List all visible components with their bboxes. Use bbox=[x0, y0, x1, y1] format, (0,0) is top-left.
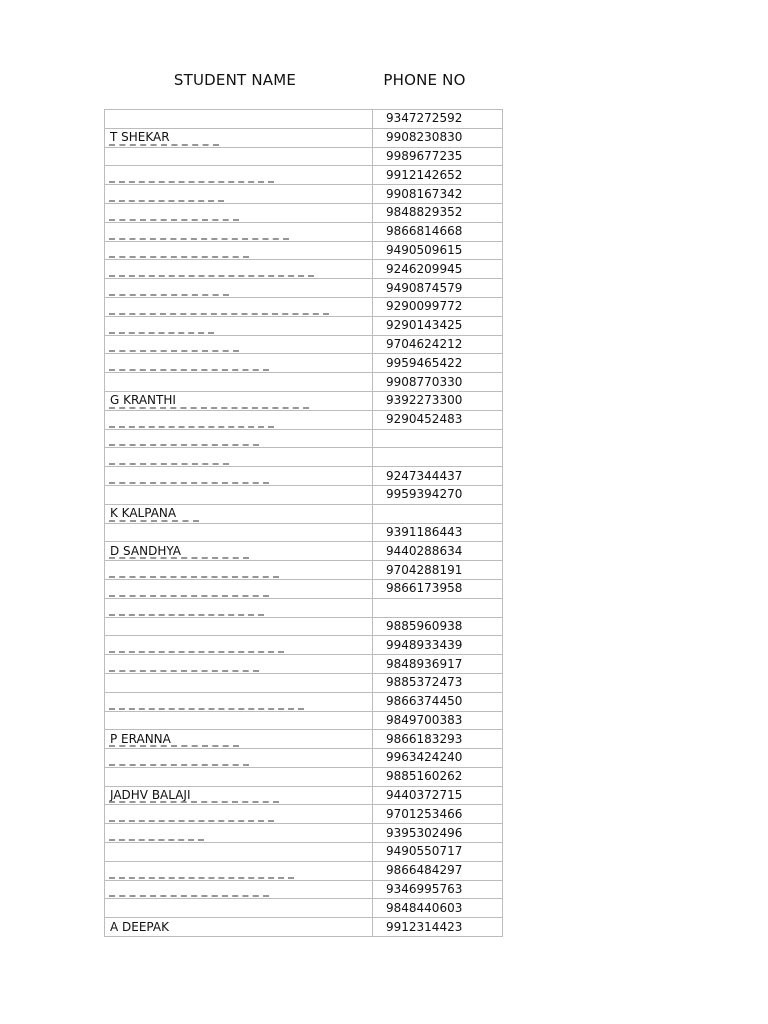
phone-no-cell bbox=[373, 241, 503, 260]
clipped-text-trace bbox=[109, 744, 239, 747]
clipped-text-trace bbox=[109, 707, 304, 710]
phone-no-cell bbox=[373, 861, 503, 880]
student-name-cell bbox=[105, 692, 373, 711]
table-row bbox=[105, 861, 503, 880]
phone-no-cell bbox=[373, 260, 503, 279]
student-phone-table bbox=[104, 109, 503, 937]
table-row bbox=[105, 448, 503, 467]
phone-no: 9391186443 bbox=[386, 524, 463, 539]
student-name-cell bbox=[105, 297, 373, 316]
phone-no: 9866814668 bbox=[386, 224, 463, 239]
student-name: JADHV BALAJI bbox=[110, 788, 191, 803]
table-row bbox=[105, 824, 503, 843]
student-name-cell bbox=[105, 843, 373, 862]
clipped-text-trace bbox=[109, 143, 219, 146]
phone-no: 9395302496 bbox=[386, 825, 463, 840]
table-row bbox=[105, 598, 503, 617]
student-name-cell bbox=[105, 147, 373, 166]
table-row bbox=[105, 222, 503, 241]
table-row bbox=[105, 636, 503, 655]
phone-no: 9848936917 bbox=[386, 656, 463, 671]
student-name-cell bbox=[105, 110, 373, 129]
table-row bbox=[105, 467, 503, 486]
table-row bbox=[105, 147, 503, 166]
phone-no: 9908167342 bbox=[386, 186, 463, 201]
clipped-text-trace bbox=[109, 519, 199, 522]
student-name-cell bbox=[105, 467, 373, 486]
phone-no: 9866374450 bbox=[386, 694, 463, 709]
phone-no: 9912314423 bbox=[386, 919, 463, 934]
phone-no-cell bbox=[373, 222, 503, 241]
student-name-cell bbox=[105, 260, 373, 279]
phone-no: 9848440603 bbox=[386, 900, 463, 915]
phone-no: 9290099772 bbox=[386, 299, 463, 314]
student-name: D SANDHYA bbox=[110, 543, 181, 558]
table-row bbox=[105, 579, 503, 598]
student-name-cell bbox=[105, 767, 373, 786]
student-name-cell bbox=[105, 655, 373, 674]
student-name-cell bbox=[105, 673, 373, 692]
student-name-cell bbox=[105, 880, 373, 899]
student-name-cell bbox=[105, 579, 373, 598]
phone-no: 9701253466 bbox=[386, 806, 463, 821]
phone-no-cell bbox=[373, 542, 503, 561]
table-row bbox=[105, 542, 503, 561]
clipped-text-trace bbox=[109, 594, 269, 597]
table-row bbox=[105, 711, 503, 730]
student-name-cell bbox=[105, 203, 373, 222]
student-name-header: STUDENT NAME bbox=[173, 71, 297, 89]
phone-no: 9392273300 bbox=[386, 393, 463, 408]
clipped-text-trace bbox=[109, 819, 274, 822]
clipped-text-trace bbox=[109, 218, 239, 221]
phone-no-cell bbox=[373, 617, 503, 636]
clipped-text-trace bbox=[109, 669, 259, 672]
student-name-cell bbox=[105, 504, 373, 523]
phone-no: 9959465422 bbox=[386, 355, 463, 370]
clipped-text-trace bbox=[109, 237, 289, 240]
phone-no-cell bbox=[373, 485, 503, 504]
phone-no: 9347272592 bbox=[386, 111, 463, 126]
phone-no-cell bbox=[373, 335, 503, 354]
student-name-cell bbox=[105, 279, 373, 298]
phone-no-cell bbox=[373, 749, 503, 768]
student-name-cell bbox=[105, 523, 373, 542]
student-name-cell bbox=[105, 335, 373, 354]
table-row bbox=[105, 899, 503, 918]
clipped-text-trace bbox=[109, 894, 269, 897]
phone-no: 9908230830 bbox=[386, 130, 463, 145]
student-name-cell bbox=[105, 128, 373, 147]
student-name-cell bbox=[105, 354, 373, 373]
table-row bbox=[105, 730, 503, 749]
table-row bbox=[105, 786, 503, 805]
phone-no: 9247344437 bbox=[386, 468, 463, 483]
student-name-cell bbox=[105, 824, 373, 843]
phone-no: 9346995763 bbox=[386, 882, 463, 897]
table-row bbox=[105, 692, 503, 711]
phone-no: 9912142652 bbox=[386, 167, 463, 182]
table-row bbox=[105, 843, 503, 862]
phone-no-cell bbox=[373, 523, 503, 542]
student-name-cell bbox=[105, 636, 373, 655]
phone-no-cell bbox=[373, 824, 503, 843]
phone-no-cell bbox=[373, 730, 503, 749]
student-name-cell bbox=[105, 805, 373, 824]
phone-no: 9885372473 bbox=[386, 675, 463, 690]
phone-no: 9959394270 bbox=[386, 487, 463, 502]
table-headers bbox=[104, 70, 483, 90]
phone-no: 9866173958 bbox=[386, 581, 463, 596]
phone-no: 9440288634 bbox=[386, 543, 463, 558]
student-name: A DEEPAK bbox=[110, 919, 169, 934]
student-name-cell bbox=[105, 241, 373, 260]
table-row bbox=[105, 767, 503, 786]
clipped-text-trace bbox=[109, 199, 224, 202]
table-row bbox=[105, 504, 503, 523]
table-row bbox=[105, 260, 503, 279]
student-name-cell bbox=[105, 749, 373, 768]
phone-no-cell bbox=[373, 673, 503, 692]
phone-no-cell bbox=[373, 410, 503, 429]
table-row bbox=[105, 185, 503, 204]
phone-no: 9704624212 bbox=[386, 336, 463, 351]
student-name-cell bbox=[105, 899, 373, 918]
table-row bbox=[105, 297, 503, 316]
phone-no: 9704288191 bbox=[386, 562, 463, 577]
table-row bbox=[105, 166, 503, 185]
phone-no-cell bbox=[373, 786, 503, 805]
student-name-cell bbox=[105, 166, 373, 185]
student-phone-table-body bbox=[105, 110, 503, 937]
clipped-text-trace bbox=[109, 368, 269, 371]
phone-no: 9866183293 bbox=[386, 731, 463, 746]
table-row bbox=[105, 241, 503, 260]
phone-no-cell bbox=[373, 448, 503, 467]
student-name-cell bbox=[105, 222, 373, 241]
phone-no: 9885960938 bbox=[386, 618, 463, 633]
table-row bbox=[105, 110, 503, 129]
student-name: P ERANNA bbox=[110, 731, 171, 746]
table-row bbox=[105, 335, 503, 354]
student-name-cell bbox=[105, 598, 373, 617]
table-row bbox=[105, 485, 503, 504]
clipped-text-trace bbox=[109, 838, 204, 841]
phone-no-cell bbox=[373, 354, 503, 373]
clipped-text-trace bbox=[109, 763, 249, 766]
phone-no-cell bbox=[373, 166, 503, 185]
clipped-text-trace bbox=[109, 556, 249, 559]
phone-no: 9866484297 bbox=[386, 863, 463, 878]
clipped-text-trace bbox=[109, 406, 309, 409]
student-name-cell bbox=[105, 185, 373, 204]
phone-no: 9908770330 bbox=[386, 374, 463, 389]
table-row bbox=[105, 673, 503, 692]
phone-no-cell bbox=[373, 373, 503, 392]
clipped-text-trace bbox=[109, 349, 239, 352]
clipped-text-trace bbox=[109, 800, 279, 803]
table-row bbox=[105, 316, 503, 335]
student-name-cell bbox=[105, 410, 373, 429]
table-row bbox=[105, 373, 503, 392]
table-row bbox=[105, 391, 503, 410]
table-row bbox=[105, 749, 503, 768]
phone-no-cell bbox=[373, 147, 503, 166]
phone-no-cell bbox=[373, 805, 503, 824]
phone-no-cell bbox=[373, 711, 503, 730]
phone-no: 9490509615 bbox=[386, 242, 463, 257]
student-name-cell bbox=[105, 617, 373, 636]
phone-no: 9490874579 bbox=[386, 280, 463, 295]
phone-no: 9849700383 bbox=[386, 712, 463, 727]
student-name-cell bbox=[105, 485, 373, 504]
phone-no-cell bbox=[373, 203, 503, 222]
clipped-text-trace bbox=[109, 613, 264, 616]
table-row bbox=[105, 410, 503, 429]
student-name-cell bbox=[105, 711, 373, 730]
table-row bbox=[105, 655, 503, 674]
table-row bbox=[105, 203, 503, 222]
clipped-text-trace bbox=[109, 312, 329, 315]
student-name-cell bbox=[105, 918, 373, 937]
table-row bbox=[105, 523, 503, 542]
clipped-text-trace bbox=[109, 425, 274, 428]
phone-no-cell bbox=[373, 128, 503, 147]
table-row bbox=[105, 880, 503, 899]
phone-no: 9989677235 bbox=[386, 148, 463, 163]
clipped-text-trace bbox=[109, 274, 314, 277]
student-name-cell bbox=[105, 391, 373, 410]
phone-no-cell bbox=[373, 429, 503, 448]
student-name-cell bbox=[105, 561, 373, 580]
clipped-text-trace bbox=[109, 331, 214, 334]
clipped-text-trace bbox=[109, 462, 229, 465]
phone-no-header: PHONE NO bbox=[383, 71, 466, 89]
student-name-cell bbox=[105, 373, 373, 392]
phone-no-cell bbox=[373, 655, 503, 674]
phone-no-cell bbox=[373, 504, 503, 523]
student-name: K KALPANA bbox=[110, 506, 177, 521]
student-name-cell bbox=[105, 316, 373, 335]
clipped-text-trace bbox=[109, 180, 274, 183]
phone-no: 9490550717 bbox=[386, 844, 463, 859]
table-row bbox=[105, 918, 503, 937]
clipped-text-trace bbox=[109, 481, 269, 484]
phone-no: 9885160262 bbox=[386, 769, 463, 784]
student-name-cell bbox=[105, 542, 373, 561]
phone-no: 9948933439 bbox=[386, 637, 463, 652]
phone-no-cell bbox=[373, 391, 503, 410]
table-row bbox=[105, 429, 503, 448]
phone-no: 9963424240 bbox=[386, 750, 463, 765]
phone-no-cell bbox=[373, 110, 503, 129]
phone-no-cell bbox=[373, 467, 503, 486]
phone-no-cell bbox=[373, 579, 503, 598]
table-row bbox=[105, 805, 503, 824]
table-row bbox=[105, 561, 503, 580]
phone-no-cell bbox=[373, 767, 503, 786]
phone-no-cell bbox=[373, 918, 503, 937]
phone-no-cell bbox=[373, 598, 503, 617]
phone-no-cell bbox=[373, 899, 503, 918]
phone-no: 9290143425 bbox=[386, 318, 463, 333]
clipped-text-trace bbox=[109, 575, 279, 578]
table-row bbox=[105, 354, 503, 373]
student-name-cell bbox=[105, 786, 373, 805]
student-name-cell bbox=[105, 429, 373, 448]
phone-no-cell bbox=[373, 692, 503, 711]
phone-no: 9290452483 bbox=[386, 412, 463, 427]
phone-no: 9848829352 bbox=[386, 205, 463, 220]
student-name-cell bbox=[105, 730, 373, 749]
phone-no: 9246209945 bbox=[386, 261, 463, 276]
clipped-text-trace bbox=[109, 293, 229, 296]
student-name-cell bbox=[105, 861, 373, 880]
phone-no-cell bbox=[373, 279, 503, 298]
phone-no: 9440372715 bbox=[386, 788, 463, 803]
clipped-text-trace bbox=[109, 443, 259, 446]
clipped-text-trace bbox=[109, 255, 249, 258]
phone-no-cell bbox=[373, 636, 503, 655]
phone-no-cell bbox=[373, 297, 503, 316]
phone-no-cell bbox=[373, 843, 503, 862]
phone-no-cell bbox=[373, 880, 503, 899]
student-name: T SHEKAR bbox=[110, 130, 170, 145]
table-row bbox=[105, 617, 503, 636]
table-row bbox=[105, 128, 503, 147]
phone-no-cell bbox=[373, 561, 503, 580]
clipped-text-trace bbox=[109, 650, 284, 653]
clipped-text-trace bbox=[109, 876, 294, 879]
student-name-cell bbox=[105, 448, 373, 467]
student-name: G KRANTHI bbox=[110, 393, 176, 408]
phone-no-cell bbox=[373, 185, 503, 204]
phone-no-cell bbox=[373, 316, 503, 335]
table-row bbox=[105, 279, 503, 298]
